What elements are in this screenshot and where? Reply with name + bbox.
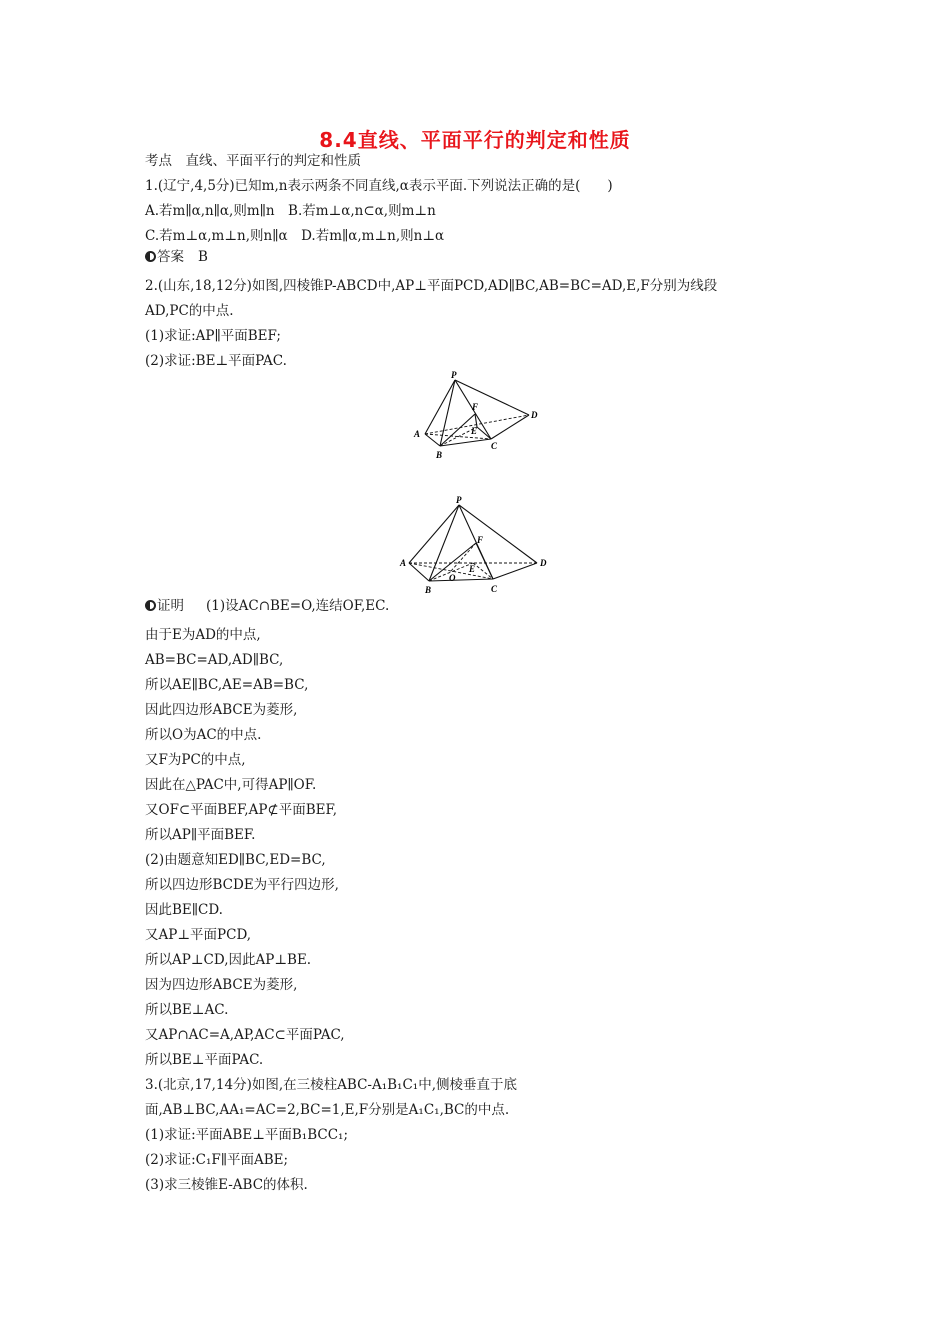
fig1-label-b: B <box>436 450 443 460</box>
proof-line: 所以O为AC的中点. <box>145 727 262 743</box>
answer-label: 答案 <box>157 249 184 265</box>
q3-stem-line1: 3.(北京,17,14分)如图,在三棱柱ABC-A₁B₁C₁中,侧棱垂直于底 <box>145 1077 517 1093</box>
proof-line: 所以BE⊥平面PAC. <box>145 1052 264 1068</box>
fig1-label-e: E <box>471 426 478 436</box>
q2-stem-line2: AD,PC的中点. <box>145 303 234 319</box>
q1-answer <box>145 247 208 267</box>
proof-line: 又AP⊥平面PCD, <box>145 927 252 943</box>
fig2-label-a: A <box>400 558 407 568</box>
proof-line: 所以BE⊥AC. <box>145 1002 229 1018</box>
proof-line: 因此BE∥CD. <box>145 902 223 918</box>
proof-line: 所以AE∥BC,AE=AB=BC, <box>145 677 309 693</box>
q3-part1: (1)求证:平面ABE⊥平面B₁BCC₁; <box>145 1127 349 1143</box>
fig2-label-f: F <box>477 535 484 545</box>
answer-marker-icon <box>145 251 156 262</box>
fig2-label-e: E <box>469 564 476 574</box>
q1-options-ab: A.若m∥α,n∥α,则m∥n B.若m⊥α,n⊂α,则m⊥n <box>145 203 436 219</box>
proof-line: 又F为PC的中点, <box>145 752 246 768</box>
q2-part2: (2)求证:BE⊥平面PAC. <box>145 353 287 369</box>
proof-line: 又AP∩AC=A,AP,AC⊂平面PAC, <box>145 1027 345 1043</box>
answer-value: B <box>198 249 208 265</box>
proof-line: 由于E为AD的中点, <box>145 627 261 643</box>
q3-stem-line2: 面,AB⊥BC,AA₁=AC=2,BC=1,E,F分别是A₁C₁,BC的中点. <box>145 1102 510 1118</box>
page-title: 8.4直线、平面平行的判定和性质 <box>319 128 631 152</box>
q2-stem-line1: 2.(山东,18,12分)如图,四棱锥P-ABCD中,AP⊥平面PCD,AD∥BC,AB=BC=AD,E,F分别为线段 <box>145 278 718 294</box>
fig2-label-o: O <box>449 573 456 583</box>
fig2-label-d: D <box>540 558 547 568</box>
proof-line: (2)由题意知ED∥BC,ED=BC, <box>145 852 326 868</box>
proof-line: 因此在△PAC中,可得AP∥OF. <box>145 777 317 793</box>
q2-part1: (1)求证:AP∥平面BEF; <box>145 328 281 344</box>
q3-part2: (2)求证:C₁F∥平面ABE; <box>145 1152 289 1168</box>
q3-part3: (3)求三棱锥E-ABC的体积. <box>145 1177 308 1193</box>
proof-line: 所以四边形BCDE为平行四边形, <box>145 877 339 893</box>
fig2-label-b: B <box>425 585 432 595</box>
fig1-label-a: A <box>414 429 421 439</box>
fig1-label-p: P <box>451 370 457 380</box>
fig2-label-p: P <box>456 495 462 505</box>
proof-line: 所以AP∥平面BEF. <box>145 827 256 843</box>
q1-options-cd: C.若m⊥α,m⊥n,则n∥α D.若m∥α,m⊥n,则n⊥α <box>145 228 445 244</box>
q1-stem: 1.(辽宁,4,5分)已知m,n表示两条不同直线,α表示平面.下列说法正确的是( ) <box>145 178 613 194</box>
proof-marker-icon <box>145 600 156 611</box>
proof-line: 又OF⊂平面BEF,AP⊄平面BEF, <box>145 802 338 818</box>
pyramid-figure-2 <box>397 493 552 598</box>
proof-heading <box>145 596 389 616</box>
pyramid-figure-1 <box>405 370 545 465</box>
proof-line: AB=BC=AD,AD∥BC, <box>145 652 284 668</box>
fig1-label-d: D <box>531 410 538 420</box>
proof-line: 所以AP⊥CD,因此AP⊥BE. <box>145 952 312 968</box>
proof-line: 因此四边形ABCE为菱形, <box>145 702 298 718</box>
proof-line: 因为四边形ABCE为菱形, <box>145 977 298 993</box>
section-heading: 考点 直线、平面平行的判定和性质 <box>145 153 361 169</box>
fig2-label-c: C <box>491 584 498 594</box>
proof-first-line: (1)设AC∩BE=O,连结OF,EC. <box>206 598 390 614</box>
fig1-label-f: F <box>472 402 479 412</box>
proof-label: 证明 <box>157 598 184 614</box>
fig1-label-c: C <box>491 441 498 451</box>
